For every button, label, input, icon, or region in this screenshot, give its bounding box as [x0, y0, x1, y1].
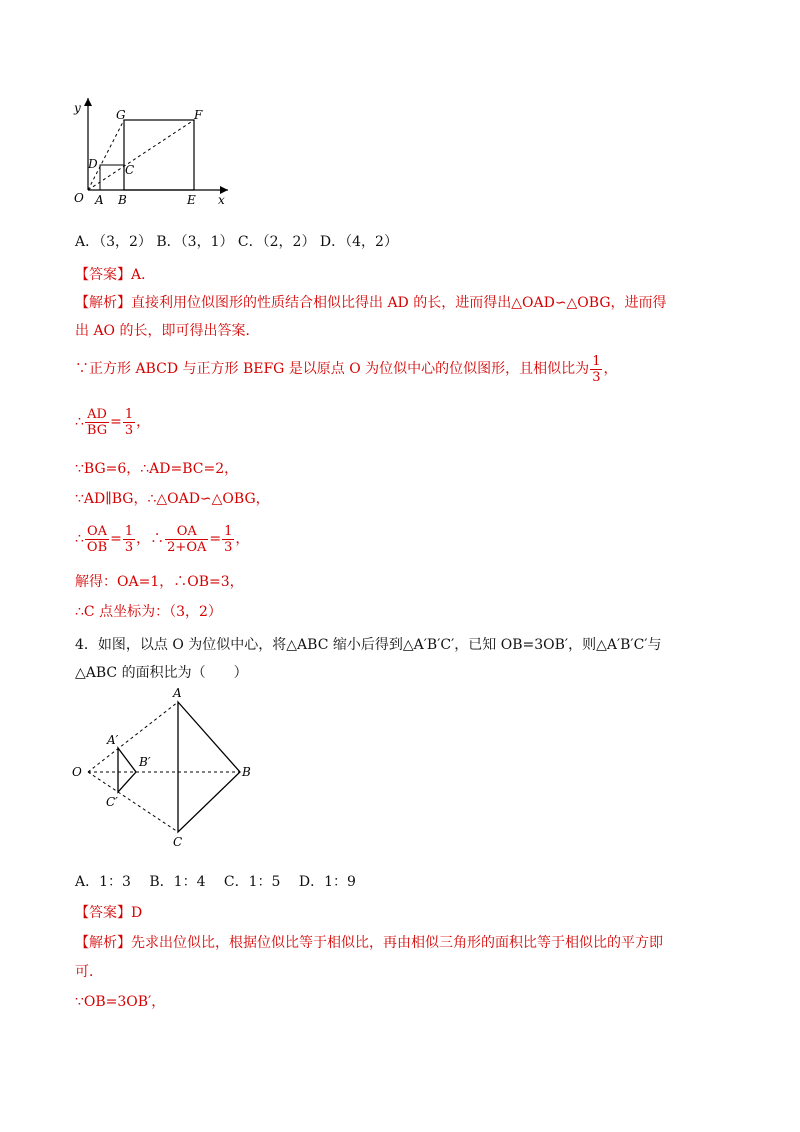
figure-squares-diagram: [60, 92, 240, 212]
label-y: y: [74, 101, 81, 115]
fraction-oa-ob: $\frac{OA}{OB}$: [86, 523, 108, 555]
label-b: B: [242, 765, 251, 779]
square-befg: [124, 120, 194, 190]
q4-question-line1: 4．如图，以点 O 为位似中心，将△ABC 缩小后得到△A′B′C′，已知 OB=3OB′，则△A′B′C′与: [75, 637, 662, 653]
label-e: E: [187, 193, 196, 207]
label-a: A: [95, 193, 104, 207]
label-x: x: [218, 193, 225, 207]
dashed-ray-oa: [88, 702, 178, 772]
q3-step3: ∵BG=6，∴AD=BC=2，: [75, 461, 239, 477]
q3-analysis-line2: 出 AO 的长，即可得出答案．: [75, 323, 260, 339]
label-c: C: [173, 835, 183, 849]
label-c: C: [125, 163, 135, 177]
fraction-one-third: $\frac{1}{3}$: [224, 523, 233, 555]
label-b-prime: B′: [139, 755, 151, 769]
q3-step2: ∴ $\frac{AD}{BG}$ = $\frac{1}{3}$ ，: [75, 406, 151, 438]
y-axis-arrow: [84, 98, 92, 106]
triangle-abc: [178, 702, 240, 832]
q3-step4: ∵AD∥BG，∴△OAD∽△OBG，: [75, 491, 270, 507]
label-b: B: [118, 193, 127, 207]
q4-step1: ∵OB=3OB′，: [75, 994, 166, 1010]
figure-triangle-diagram: [60, 684, 270, 854]
q4-answer: 【答案】D: [75, 905, 143, 921]
fraction-one-third: $\frac{1}{3}$: [124, 523, 134, 555]
q3-analysis-line1: 【解析】直接利用位似图形的性质结合相似比得出 AD 的长，进而得出△OAD∽△OBG，进而得: [75, 295, 667, 311]
q4-options: A．1：3 B．1：4 C．1：5 D．1：9: [75, 874, 356, 890]
q4-question-line2: △ABC 的面积比为（ ）: [75, 665, 248, 681]
label-c-prime: C′: [106, 795, 118, 809]
label-d: D: [88, 157, 98, 171]
label-o: O: [74, 191, 84, 205]
fraction-one-third: $\frac{1}{3}$: [592, 353, 601, 385]
label-g: G: [116, 108, 126, 122]
label-a-prime: A′: [107, 733, 119, 747]
label-a: A: [173, 686, 182, 700]
fraction-one-third: $\frac{1}{3}$: [124, 406, 134, 438]
q3-options: A．（3，2） B．（3，1） C．（2，2） D．（4，2）: [75, 234, 398, 250]
fraction-ad-bg: $\frac{AD}{BG}$: [86, 406, 108, 438]
q3-step1: ∵正方形 ABCD 与正方形 BEFG 是以原点 O 为位似中心的位似图形，且相似比为 $\frac{1}{3}$ ，: [75, 353, 618, 385]
dashed-ray-oc: [88, 772, 178, 832]
q4-analysis-line2: 可．: [75, 964, 103, 980]
fraction-oa-2plusoa: $\frac{OA}{2+OA}$: [167, 523, 207, 555]
q3-step7: ∴C 点坐标为：（3，2）: [75, 604, 222, 620]
q4-analysis-line1: 【解析】先求出位似比，根据位似比等于相似比，再由相似三角形的面积比等于相似比的平方即: [75, 935, 663, 951]
dashed-line-of: [88, 120, 194, 190]
q3-step5: ∴ $\frac{OA}{OB}$ = $\frac{1}{3}$ ，∴ $\frac{OA}{2+OA}$ = $\frac{1}{3}$ ，: [75, 523, 250, 555]
triangle-a1b1c1: [118, 748, 136, 792]
label-f: F: [194, 108, 203, 122]
q3-step1-text: ∵正方形 ABCD 与正方形 BEFG 是以原点 O 为位似中心的位似图形，且相似比为: [75, 361, 590, 377]
dashed-line-og: [88, 120, 124, 190]
q3-answer: 【答案】A．: [75, 267, 156, 283]
q3-step6: 解得：OA=1，∴OB=3，: [75, 574, 244, 590]
label-o: O: [72, 765, 82, 779]
